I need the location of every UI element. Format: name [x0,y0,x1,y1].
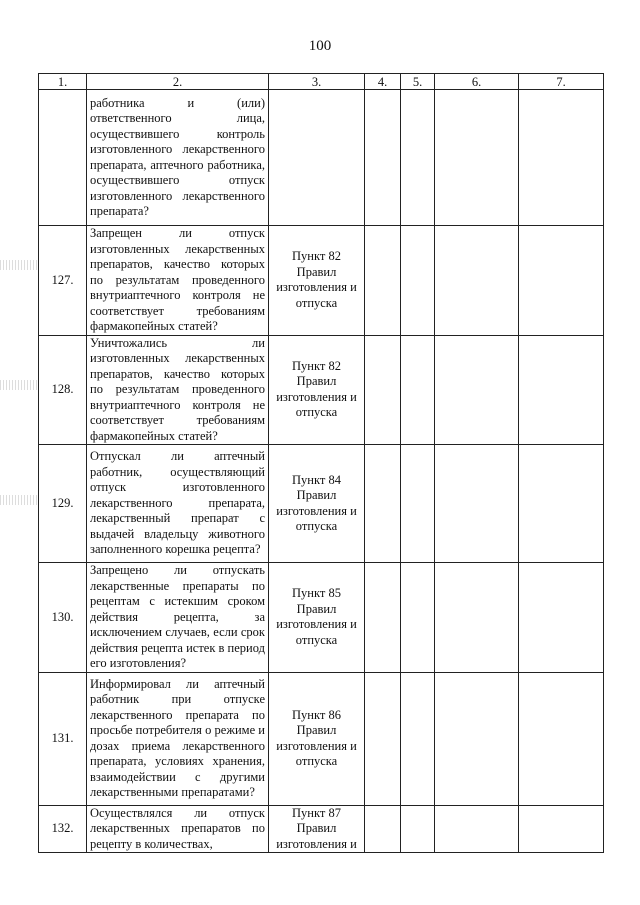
table-row [39,672,604,805]
answer-cell-7 [519,335,604,445]
scan-artifact [0,495,38,505]
question-text: Отпускал ли аптечный работник, осуществляющий отпуск изготовленного лекарственного препарата, лекарственный препарат с выдачей владельцу животного заполненного корешка рецепта? [87,445,269,563]
answer-cell-4 [365,445,401,563]
column-header-5: 5. [401,74,435,90]
column-header-3: 3. [269,74,365,90]
question-text: Запрещен ли отпуск изготовленных лекарственных препаратов, качество которых по результатам проведенного внутриаптечного контроля не соответствует требованиям фармакопейных статей? [87,226,269,336]
table-row [39,805,604,853]
answer-cell-4 [365,805,401,853]
answer-cell-7 [519,90,604,226]
row-number [39,90,87,226]
answer-cell-4 [365,90,401,226]
checklist-table [38,73,604,853]
legal-reference: Пункт 84 Правил изготовления и отпуска [269,445,365,563]
table-row [39,335,604,445]
row-number: 127. [39,226,87,336]
answer-cell-6 [435,805,519,853]
answer-cell-5 [401,672,435,805]
legal-reference: Пункт 82 Правил изготовления и отпуска [269,226,365,336]
legal-reference: Пункт 85 Правил изготовления и отпуска [269,563,365,673]
answer-cell-5 [401,563,435,673]
column-header-1: 1. [39,74,87,90]
legal-reference: Пункт 87 Правил изготовления и [269,805,365,853]
question-text: работника и (или) ответственного лица, осуществившего контроль изготовленного лекарственного препарата, аптечного работника, осуществившего отпуск изготовленного лекарственного препарата? [87,90,269,226]
answer-cell-7 [519,445,604,563]
question-text: Запрещено ли отпускать лекарственные препараты по рецептам с истекшим сроком действия рецепта, за исключением случаев, если срок действия рецепта истек в период его изготовления? [87,563,269,673]
answer-cell-5 [401,805,435,853]
scan-artifact [0,380,38,390]
row-number: 132. [39,805,87,853]
answer-cell-6 [435,335,519,445]
answer-cell-5 [401,445,435,563]
answer-cell-5 [401,335,435,445]
answer-cell-5 [401,226,435,336]
answer-cell-6 [435,672,519,805]
header-row [39,74,604,90]
legal-reference: Пункт 86 Правил изготовления и отпуска [269,672,365,805]
row-number: 129. [39,445,87,563]
answer-cell-6 [435,226,519,336]
answer-cell-4 [365,563,401,673]
table-row [39,90,604,226]
legal-reference: Пункт 82 Правил изготовления и отпуска [269,335,365,445]
page-number: 100 [308,38,332,54]
answer-cell-7 [519,805,604,853]
answer-cell-7 [519,563,604,673]
row-number: 130. [39,563,87,673]
answer-cell-5 [401,90,435,226]
scan-artifact [0,260,38,270]
row-number: 131. [39,672,87,805]
answer-cell-4 [365,672,401,805]
column-header-7: 7. [519,74,604,90]
answer-cell-4 [365,335,401,445]
answer-cell-6 [435,445,519,563]
table-row [39,563,604,673]
legal-reference [269,90,365,226]
answer-cell-6 [435,90,519,226]
table-row [39,226,604,336]
table-row [39,445,604,563]
question-text: Информировал ли аптечный работник при отпуске лекарственного препарата по просьбе потребителя о режиме и дозах приема лекарственного препарата, условиях хранения, взаимодействии с другими лекарственными препаратами? [87,672,269,805]
answer-cell-7 [519,672,604,805]
column-header-2: 2. [87,74,269,90]
question-text: Уничтожались ли изготовленных лекарственных препаратов, качество которых по результатам проведенного внутриаптечного контроля не соответствует требованиям фармакопейных статей? [87,335,269,445]
answer-cell-4 [365,226,401,336]
question-text: Осуществлялся ли отпуск лекарственных препаратов по рецепту в количествах, [87,805,269,853]
column-header-4: 4. [365,74,401,90]
answer-cell-6 [435,563,519,673]
row-number: 128. [39,335,87,445]
column-header-6: 6. [435,74,519,90]
answer-cell-7 [519,226,604,336]
